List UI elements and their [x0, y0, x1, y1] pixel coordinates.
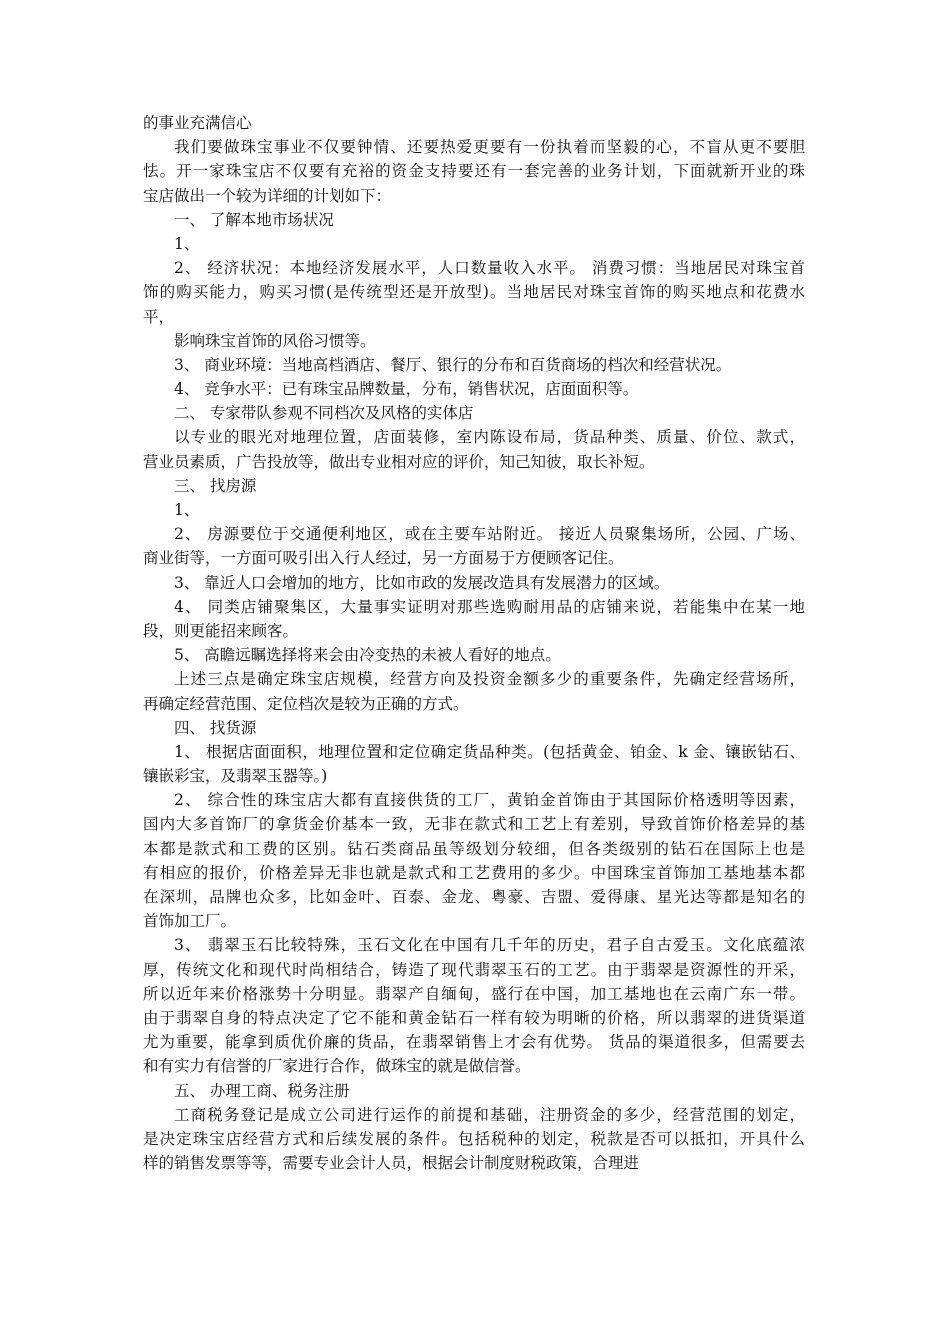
- text-line: 四、 找货源: [174, 718, 257, 737]
- text-line: 三、 找房源: [174, 476, 257, 495]
- text-line: 在深圳，品牌也众多，比如金叶、百泰、金龙、粤豪、吉盟、爱得康、星光达等都是知名的: [143, 888, 805, 906]
- text-line: 上述三点是确定珠宝店规模，经营方向及投资金额多少的重要条件，先确定经营场所，: [174, 670, 805, 689]
- text-line: 影响珠宝首饰的风俗习惯等。: [174, 331, 376, 350]
- text-line: 商业街等，一方面可吸引出入行人经过，另一方面易于方便顾客记住。: [143, 549, 624, 568]
- text-line: 首饰加工厂。: [143, 912, 237, 931]
- text-line: 尤为重要，能拿到质优价廉的货品，在翡翠销售上才会有优势。 货品的渠道很多，但需要去: [143, 1033, 805, 1052]
- text-line: 厚，传统文化和现代时尚相结合，铸造了现代翡翠玉石的工艺。由于翡翠是资源性的开采，: [143, 960, 805, 979]
- text-line: 五、 办理工商、税务注册: [174, 1081, 350, 1100]
- text-line: 饰的购买能力，购买习惯(是传统型还是开放型)。当地居民对珠宝首饰的购买地点和花费水: [143, 283, 805, 302]
- text-line: 段，则更能招来顾客。: [143, 621, 299, 640]
- document-page: [143, 111, 805, 1175]
- text-line: 是决定珠宝店经营方式和后续发展的条件。包括税种的划定，税款是否可以抵扣，开具什么: [143, 1129, 805, 1148]
- text-line: 二、 专家带队参观不同档次及风格的实体店: [174, 404, 474, 423]
- text-line: 1、: [174, 501, 200, 519]
- text-line: 4、 竞争水平：已有珠宝品牌数量，分布，销售状况，店面面积等。: [174, 380, 639, 399]
- text-line: 2、 综合性的珠宝店大都有直接供货的工厂，黄铂金首饰由于其国际价格透明等因素，: [174, 791, 805, 810]
- text-line: 镶嵌彩宝，及翡翠玉器等。): [143, 767, 328, 786]
- text-line: 再确定经营范围、定位档次是较为正确的方式。: [143, 694, 469, 713]
- text-line: 所以近年来价格涨势十分明显。翡翠产自缅甸，盛行在中国，加工基地也在云南广东一带。: [143, 984, 805, 1003]
- text-line: 我们要做珠宝事业不仅要钟情、还要热爱更要有一份执着而坚毅的心，不盲从更不要胆: [174, 138, 805, 157]
- text-line: 本都是款式和工费的区别。钻石类商品虽等级划分较细，但各类级别的钻石在国际上也是: [143, 839, 805, 858]
- text-line: 工商税务登记是成立公司进行运作的前提和基础，注册资金的多少，经营范围的划定，: [174, 1105, 805, 1124]
- text-line: 3、 商业环境：当地高档酒店、餐厅、银行的分布和百货商场的档次和经营状况。: [174, 355, 732, 374]
- text-line: 2、 经济状况：本地经济发展水平，人口数量收入水平。 消费习惯：当地居民对珠宝首: [174, 259, 805, 278]
- text-line: 以专业的眼光对地理位置，店面装修，室内陈设布局，货品种类、质量、价位、款式，: [174, 428, 805, 447]
- text-line: 有相应的报价，价格差异无非也就是款式和工艺费用的多少。中国珠宝首饰加工基地基本都: [143, 863, 805, 882]
- text-line: 的事业充满信心: [143, 114, 252, 132]
- text-line: 1、 根据店面面积，地理位置和定位确定货品种类。(包括黄金、铂金、k 金、镶嵌钻石、: [174, 742, 805, 761]
- text-line: 宝店做出一个较为详细的计划如下：: [143, 186, 392, 205]
- text-line: 怯。开一家珠宝店不仅要有充裕的资金支持要还有一套完善的业务计划，下面就新开业的珠: [143, 162, 805, 181]
- text-line: 4、 同类店铺聚集区，大量事实证明对那些选购耐用品的店铺来说，若能集中在某一地: [174, 597, 805, 616]
- text-line: 样的销售发票等等，需要专业会计人员，根据会计制度财税政策，合理进: [143, 1154, 640, 1173]
- text-line: 3、 翡翠玉石比较特殊，玉石文化在中国有几千年的历史，君子自古爱玉。文化底蕴浓: [174, 936, 805, 955]
- text-line: 3、 靠近人口会增加的地方，比如市政的发展改造具有发展潜力的区域。: [174, 573, 670, 592]
- text-line: 5、 高瞻远瞩选择将来会由冷变热的未被人看好的地点。: [174, 646, 561, 665]
- text-line: 国内大多首饰厂的拿货金价基本一致，无非在款式和工艺上有差别，导致首饰价格差异的基: [143, 815, 805, 834]
- text-line: 1、: [174, 234, 200, 253]
- text-line: 一、 了解本地市场状况: [174, 210, 334, 229]
- text-line: 和有实力有信誉的厂家进行合作，做珠宝的就是做信誉。: [143, 1057, 531, 1076]
- text-line: 平，: [143, 307, 175, 326]
- text-line: 营业员素质，广告投放等，做出专业相对应的评价，知己知彼，取长补短。: [143, 452, 655, 471]
- text-line: 由于翡翠自身的特点决定了它不能和黄金钻石一样有较为明晰的价格，所以翡翠的进货渠道: [143, 1008, 805, 1027]
- text-line: 2、 房源要位于交通便利地区，或在主要车站附近。 接近人员聚集场所，公园、广场、: [174, 525, 805, 544]
